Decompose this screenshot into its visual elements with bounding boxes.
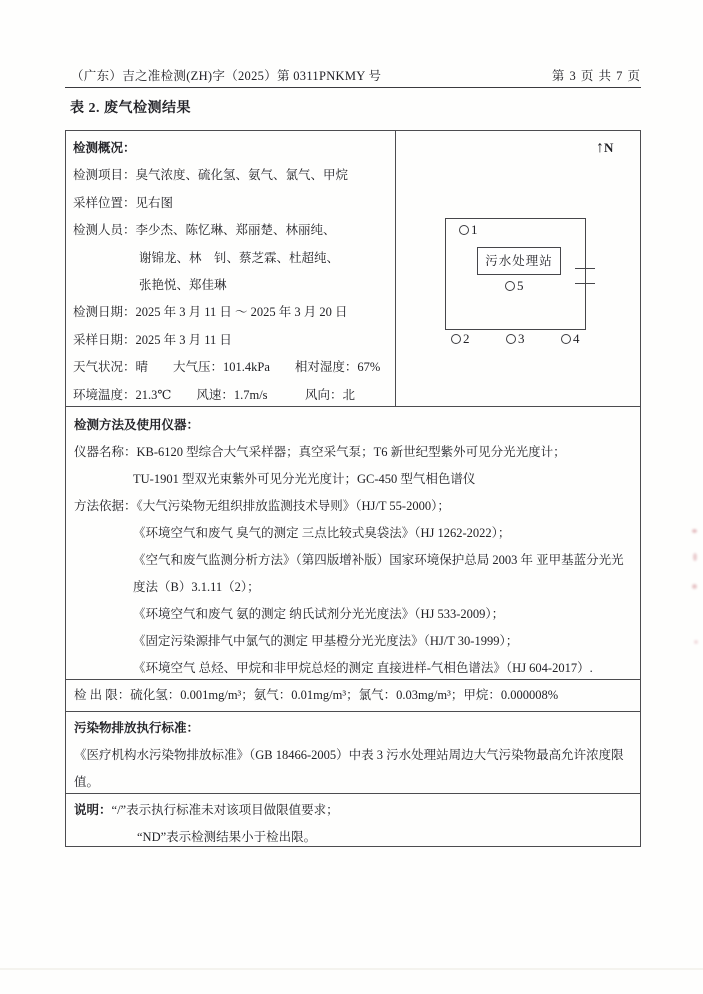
point-label: 5: [517, 278, 524, 293]
standards-row: [66, 711, 640, 793]
method-line: 《固定污染源排气中氯气的测定 甲基橙分光光度法》（HJ/T 30-1999）；: [133, 634, 519, 648]
overview-cell: [66, 131, 396, 406]
sampling-point-4: [561, 331, 580, 347]
overview-line: 检测人员：李少杰、陈忆琳、郑丽楚、林丽纯、: [73, 223, 336, 238]
overview-line: 检测日期：2025 年 3 月 11 日 ～ 2025 年 3 月 20 日: [73, 305, 348, 320]
sampling-point-5: [505, 278, 524, 294]
north-indicator: [596, 139, 613, 157]
method-line: 《环境空气 总烃、甲烷和非甲烷总烃的测定 直接进样-气相色谱法》（HJ 604-2017）.: [133, 661, 593, 675]
standards-heading: 污染物排放执行标准：: [74, 721, 200, 735]
overview-line: 天气状况：晴 大气压：101.4kPa 相对湿度：67%: [73, 360, 381, 375]
scan-artifact: [693, 553, 697, 561]
methods-heading: 检测方法及使用仪器：: [74, 418, 200, 432]
notes-row: [66, 793, 640, 845]
notes-line: [74, 797, 632, 824]
result-table: [65, 130, 641, 847]
notes-label: 说明：: [74, 803, 112, 817]
overview-line: 采样日期：2025 年 3 月 11 日: [73, 332, 232, 347]
scan-edge-line: [0, 968, 703, 970]
overview-line: 检测项目：臭气浓度、硫化氢、氨气、氯气、甲烷: [73, 168, 349, 183]
sampling-site-diagram: [396, 131, 640, 406]
methods-row: [66, 406, 640, 679]
report-number: （广东）吉之准检测(ZH)字（2025）第 0311PNKMY 号: [71, 69, 382, 83]
point-circle-icon: [459, 225, 469, 235]
detection-limit-row: [66, 679, 640, 711]
point-label: 3: [518, 331, 525, 346]
point-circle-icon: [506, 334, 516, 344]
scan-artifact: [692, 584, 697, 589]
method-line: 《空气和废气监测分析方法》（第四版增补版）国家环境保护总局 2003 年 亚甲基蓝分光光: [133, 553, 624, 567]
north-label: N: [604, 140, 614, 155]
detection-limit-text: 检 出 限：硫化氢：0.001mg/m³；氨气：0.01mg/m³；氯气：0.03mg/m³；甲烷：0.000008%: [74, 688, 559, 702]
method-line: TU-1901 型双光束紫外可见分光光度计；GC-450 型气相色谱仪: [133, 472, 476, 486]
scan-artifact: [692, 529, 697, 533]
overview-line: 张艳悦、郑佳琳: [139, 277, 227, 292]
point-label: 4: [573, 331, 580, 346]
method-line: 度法（B）3.1.11（2）；: [133, 580, 260, 594]
site-boundary: [445, 218, 586, 330]
sewage-station-box: 污水处理站: [477, 247, 561, 275]
sampling-point-1: [459, 222, 478, 238]
page-number: 第 3 页 共 7 页: [551, 69, 641, 83]
point-circle-icon: [505, 281, 515, 291]
sampling-point-2: [451, 331, 470, 347]
standards-body: 《医疗机构水污染物排放标准》（GB 18466-2005）中表 3 污水处理站周边大气污染物最高允许浓度限值。: [74, 748, 624, 790]
overview-row: [66, 131, 640, 406]
method-line: 仪器名称：KB-6120 型综合大气采样器；真空采气泵；T6 新世纪型紫外可见分光光度计；: [74, 445, 566, 459]
overview-line: 谢锦龙、林 钊、蔡芝霖、杜超纯、: [139, 250, 340, 265]
overview-line: 环境温度：21.3℃ 风速：1.7m/s 风向：北: [73, 387, 356, 402]
scan-artifact: [694, 640, 698, 644]
point-circle-icon: [451, 334, 461, 344]
method-line: 《环境空气和废气 臭气的测定 三点比较式臭袋法》（HJ 1262-2022）；: [133, 526, 511, 540]
gate-tick-icon: [575, 283, 595, 284]
page-header: [65, 62, 641, 88]
point-circle-icon: [561, 334, 571, 344]
notes-text: “/”表示执行标准未对该项目做限值要求；: [111, 803, 339, 817]
sampling-point-3: [506, 331, 525, 347]
point-label: 1: [471, 222, 478, 237]
notes-line: “ND”表示检测结果小于检出限。: [137, 830, 317, 844]
point-label: 2: [463, 331, 470, 346]
method-line: 《环境空气和废气 氨的测定 纳氏试剂分光光度法》（HJ 533-2009）；: [133, 607, 505, 621]
table-title: 表 2. 废气检测结果: [70, 101, 191, 116]
gate-tick-icon: [575, 268, 595, 269]
overview-heading: 检测概况：: [73, 141, 136, 155]
north-arrow-icon: ↑: [596, 139, 604, 156]
method-line: 方法依据：《大气污染物无组织排放监测技术导则》（HJ/T 55-2000）；: [74, 499, 450, 513]
overview-line: 采样位置：见右图: [73, 195, 174, 210]
